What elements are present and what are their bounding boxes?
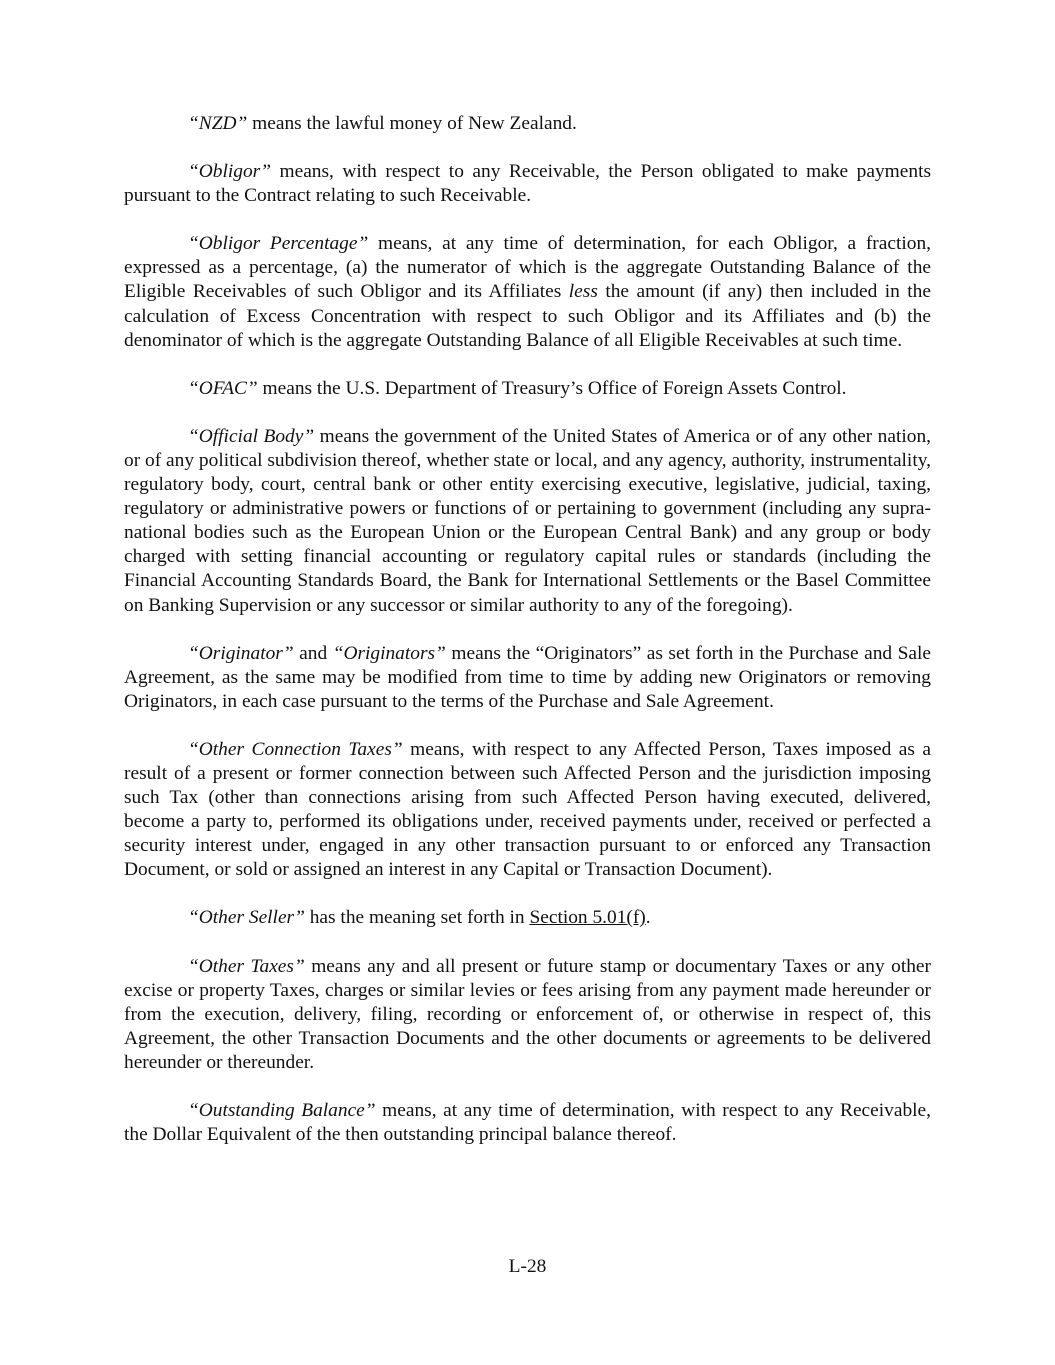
definition-outstanding-balance <box>124 1099 931 1147</box>
definition-other-taxes <box>124 955 931 1075</box>
definition-ofac <box>124 377 931 401</box>
definition-other-seller <box>124 906 931 930</box>
definition-term: “Obligor” <box>188 161 271 183</box>
definition-text: means the lawful money of New Zealand. <box>247 113 577 134</box>
definition-term: “Originator” <box>188 642 294 664</box>
definition-text: and <box>293 642 333 664</box>
definition-obligor <box>124 160 931 208</box>
definition-term: “Outstanding Balance” <box>188 1100 376 1121</box>
section-reference: Section 5.01(f) <box>529 907 646 929</box>
definition-term: “Other Seller” <box>188 907 305 929</box>
document-body <box>124 112 931 1171</box>
definition-nzd <box>124 112 931 136</box>
definition-text: has the meaning set forth in <box>304 907 530 929</box>
definition-term: “Originators” <box>332 642 446 664</box>
definition-text: the amount (if any) then included in the calculation of Excess Concentration with respect to such Obligor and its Affiliates and (b) the denominator of which is the aggregate Outstanding Balance of all Eligible Receivables at such time. <box>124 281 931 351</box>
definition-term: “Other Taxes” <box>188 955 305 977</box>
definition-originator <box>124 642 931 714</box>
definition-text: means, at any time of determination, for each Obligor, a fraction, expressed as a percentage, (a) the numerator of which is the aggregate Outstanding Balance of the Eligible Receivables of such Obligor and its Affiliates <box>124 233 931 303</box>
page-number: L-28 <box>508 1256 547 1277</box>
definition-emphasis: less <box>568 281 598 303</box>
definition-term: “OFAC” <box>188 377 258 399</box>
definition-text: means the U.S. Department of Treasury’s Office of Foreign Assets Control. <box>257 377 847 399</box>
definition-text: . <box>645 907 651 929</box>
definition-term: “Official Body” <box>188 425 315 447</box>
definition-text: means, with respect to any Receivable, the Person obligated to make payments pursuant to the Contract relating to such Receivable. <box>124 161 931 207</box>
definition-text: means, at any time of determination, with respect to any Receivable, the Dollar Equivalent of the then outstanding principal balance thereof. <box>124 1100 931 1146</box>
definition-obligor-percentage <box>124 232 931 352</box>
definition-term: “Obligor Percentage” <box>188 233 369 255</box>
definition-text: means the “Originators” as set forth in the Purchase and Sale Agreement, as the same may be modified from time to time by adding new Originators or removing Originators, in each case pursuant to the terms of the Purchase and Sale Agreement. <box>124 642 931 712</box>
definition-other-connection-taxes <box>124 738 931 883</box>
definition-term: “NZD” <box>188 113 248 134</box>
definition-text: means, with respect to any Affected Person, Taxes imposed as a result of a present or former connection between such Affected Person and the jurisdiction imposing such Tax (other than connections arising from such Affected Person having executed, delivered, become a party to, performed its obligations under, received payments under, received or perfected a security interest under, engaged in any other transaction pursuant to or enforced any Transaction Document, or sold or assigned an interest in any Capital or Transaction Document). <box>124 738 932 881</box>
definition-text: means the government of the United States of America or of any other nation, or of any political subdivision thereof, whether state or local, and any agency, authority, instrumentality, regulatory body, court, central bank or other entity exercising executive, legislative, judicial, taxing, regulatory or administrative powers or functions of or pertaining to government (including any supra-national bodies such as the European Union or the European Central Bank) and any group or body charged with setting financial accounting or regulatory capital rules or standards (including the Financial Accounting Standards Board, the Bank for International Settlements or the Basel Committee on Banking Supervision or any successor or similar authority to any of the foregoing). <box>124 425 932 616</box>
definition-text: means any and all present or future stamp or documentary Taxes or any other excise or property Taxes, charges or similar levies or fees arising from any payment made hereunder or from the execution, delivery, filing, recording or enforcement of, or otherwise in respect of, this Agreement, the other Transaction Documents and the other documents or agreements to be delivered hereunder or thereunder. <box>124 955 931 1073</box>
definition-term: “Other Connection Taxes” <box>188 738 403 760</box>
definition-official-body <box>124 425 931 618</box>
